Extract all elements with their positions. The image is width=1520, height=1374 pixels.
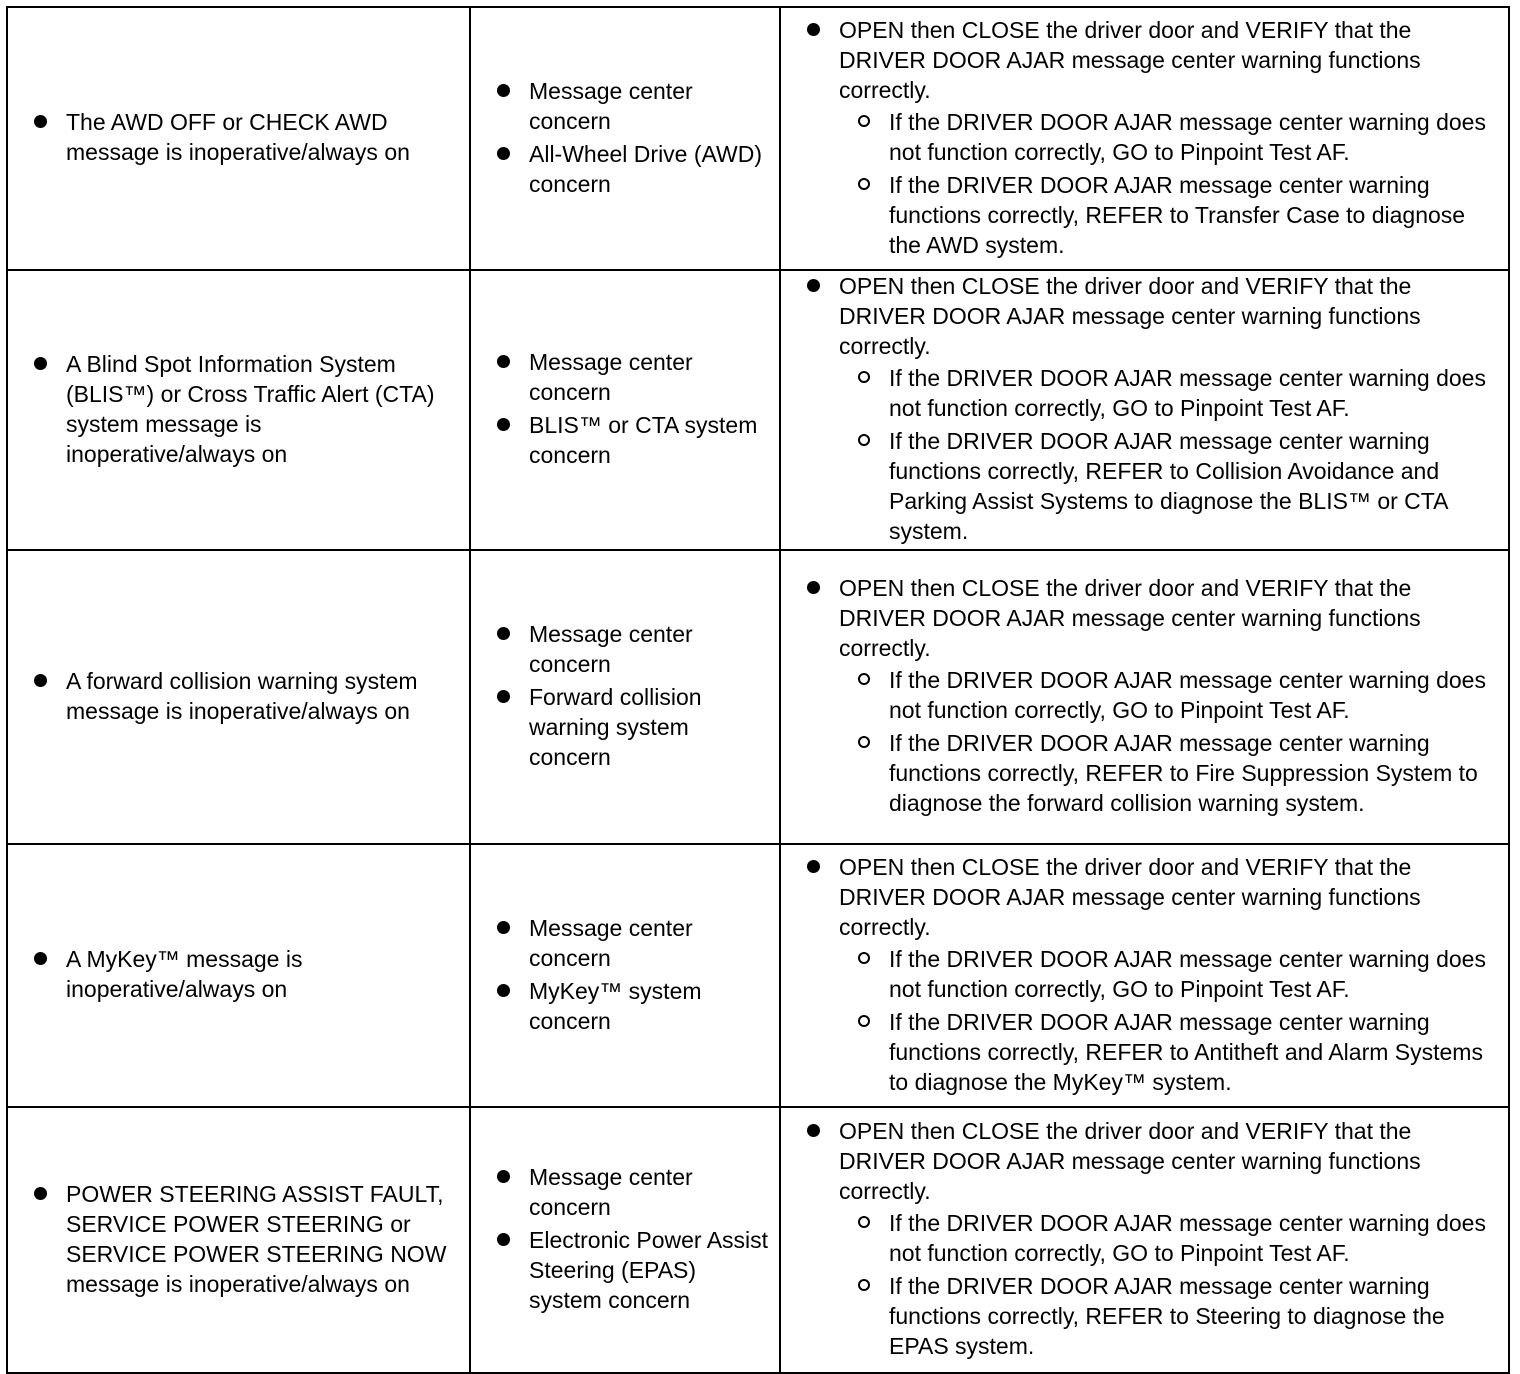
symptom-text: A MyKey™ message is inoperative/always on xyxy=(66,944,457,1004)
action-text: OPEN then CLOSE the driver door and VERIFY that the DRIVER DOOR AJAR message center warning functions correctly. xyxy=(839,1118,1421,1204)
symptom-text: The AWD OFF or CHECK AWD message is inoperative/always on xyxy=(66,107,457,167)
action-cell xyxy=(780,1107,1509,1373)
sub-action-item: If the DRIVER DOOR AJAR message center warning functions correctly, REFER to Fire Suppression System to diagnose the forward collision warning system. xyxy=(889,728,1500,818)
action-cell xyxy=(780,550,1509,844)
action-item xyxy=(839,15,1500,260)
cause-item: Message center concern xyxy=(529,347,769,407)
symptom-cell xyxy=(7,1107,470,1373)
table-row xyxy=(7,270,1509,550)
action-text: OPEN then CLOSE the driver door and VERIFY that the DRIVER DOOR AJAR message center warning functions correctly. xyxy=(839,273,1421,359)
action-item xyxy=(839,1116,1500,1361)
possible-causes-cell xyxy=(470,270,780,550)
possible-causes-cell xyxy=(470,550,780,844)
cause-item: Message center concern xyxy=(529,76,769,136)
symptom-text: POWER STEERING ASSIST FAULT, SERVICE POWER STEERING or SERVICE POWER STEERING NOW message is inoperative/always on xyxy=(66,1179,457,1299)
action-cell xyxy=(780,7,1509,270)
table-row xyxy=(7,7,1509,270)
symptom-cell xyxy=(7,7,470,270)
action-item xyxy=(839,852,1500,1097)
table-row xyxy=(7,550,1509,844)
symptom-cell xyxy=(7,550,470,844)
sub-action-item: If the DRIVER DOOR AJAR message center warning functions correctly, REFER to Steering to diagnose the EPAS system. xyxy=(889,1271,1500,1361)
action-text: OPEN then CLOSE the driver door and VERIFY that the DRIVER DOOR AJAR message center warning functions correctly. xyxy=(839,853,1421,940)
cause-item: Forward collision warning system concern xyxy=(529,682,769,772)
cause-item: Message center concern xyxy=(529,913,769,973)
sub-action-item: If the DRIVER DOOR AJAR message center warning functions correctly, REFER to Antitheft and Alarm Systems to diagnose the MyKey™ system. xyxy=(889,1007,1500,1097)
sub-action-item: If the DRIVER DOOR AJAR message center warning does not function correctly, GO to Pinpoint Test AF. xyxy=(889,944,1500,1004)
sub-action-item: If the DRIVER DOOR AJAR message center warning functions correctly, REFER to Collision Avoidance and Parking Assist Systems to diagnose the BLIS™ or CTA system. xyxy=(889,426,1500,546)
action-cell xyxy=(780,844,1509,1107)
cause-item: MyKey™ system concern xyxy=(529,976,769,1036)
sub-action-item: If the DRIVER DOOR AJAR message center warning does not function correctly, GO to Pinpoint Test AF. xyxy=(889,363,1500,423)
sub-action-item: If the DRIVER DOOR AJAR message center warning functions correctly, REFER to Transfer Case to diagnose the AWD system. xyxy=(889,170,1500,260)
symptom-cell xyxy=(7,270,470,550)
sub-action-item: If the DRIVER DOOR AJAR message center warning does not function correctly, GO to Pinpoint Test AF. xyxy=(889,665,1500,725)
cause-item: BLIS™ or CTA system concern xyxy=(529,410,769,470)
table-row xyxy=(7,844,1509,1107)
action-text: OPEN then CLOSE the driver door and VERIFY that the DRIVER DOOR AJAR message center warning functions correctly. xyxy=(839,16,1421,103)
action-cell xyxy=(780,270,1509,550)
action-item xyxy=(839,271,1500,546)
cause-item: Message center concern xyxy=(529,1162,769,1222)
action-item xyxy=(839,573,1500,818)
cause-item: Message center concern xyxy=(529,619,769,679)
symptom-cell xyxy=(7,844,470,1107)
symptom-chart-table xyxy=(6,6,1510,1374)
possible-causes-cell xyxy=(470,7,780,270)
action-text: OPEN then CLOSE the driver door and VERIFY that the DRIVER DOOR AJAR message center warning functions correctly. xyxy=(839,575,1421,661)
possible-causes-cell xyxy=(470,1107,780,1373)
cause-item: Electronic Power Assist Steering (EPAS) system concern xyxy=(529,1227,769,1313)
sub-action-item: If the DRIVER DOOR AJAR message center warning does not function correctly, GO to Pinpoint Test AF. xyxy=(889,107,1500,167)
cause-item: All-Wheel Drive (AWD) concern xyxy=(529,139,769,199)
symptom-text: A Blind Spot Information System (BLIS™) or Cross Traffic Alert (CTA) system message is inoperative/always on xyxy=(66,349,457,469)
sub-action-item: If the DRIVER DOOR AJAR message center warning does not function correctly, GO to Pinpoint Test AF. xyxy=(889,1208,1500,1268)
table-row xyxy=(7,1107,1509,1373)
symptom-text: A forward collision warning system message is inoperative/always on xyxy=(66,666,457,726)
possible-causes-cell xyxy=(470,844,780,1107)
